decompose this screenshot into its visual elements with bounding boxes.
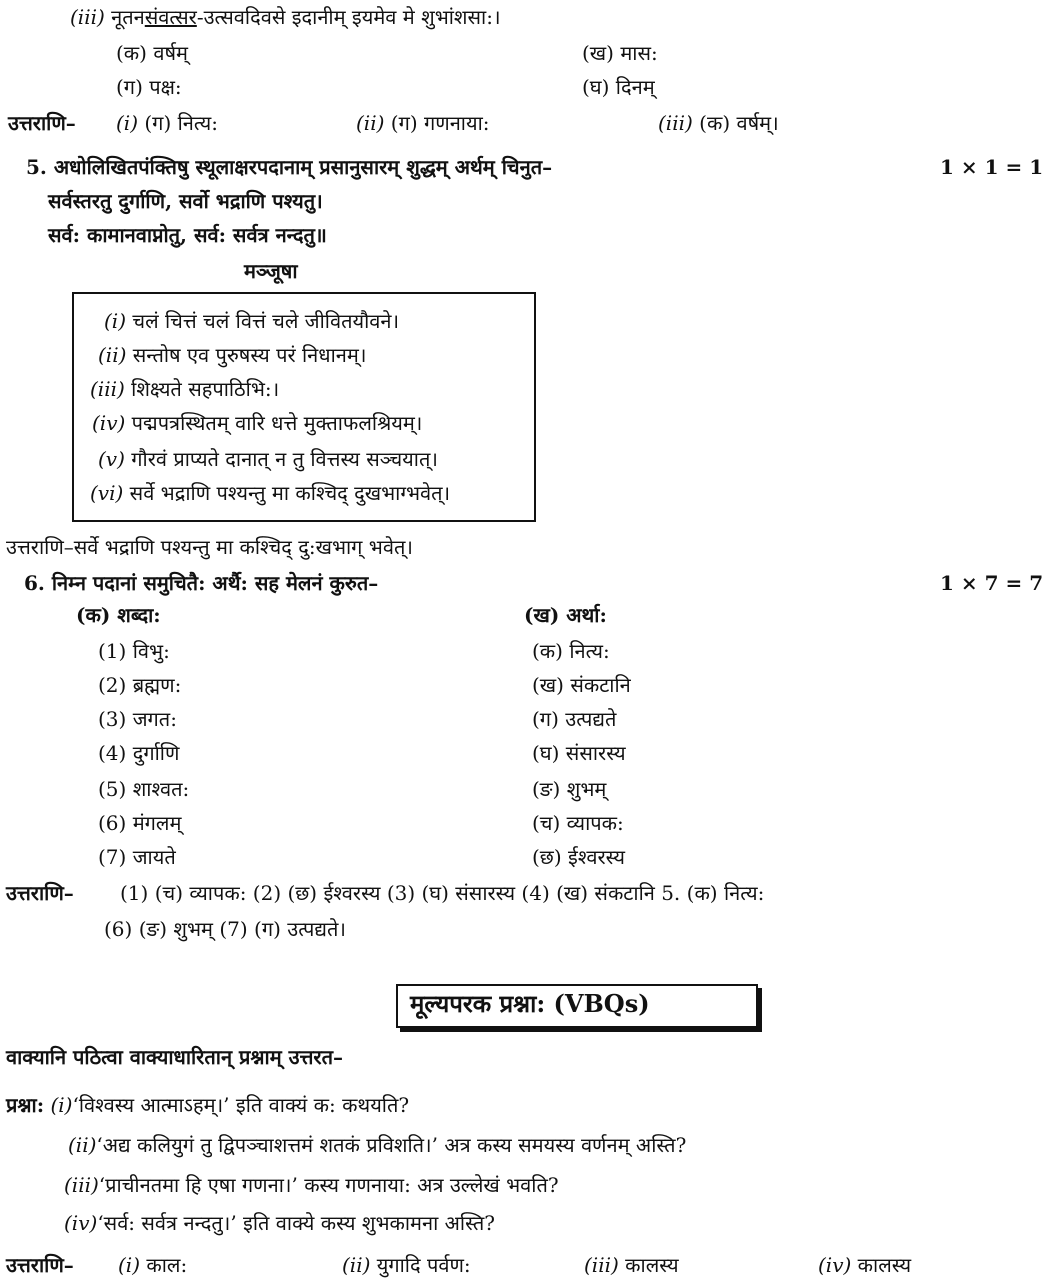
vbq-answer: [342, 1254, 471, 1277]
line-text-post: -उत्सवदिवसे इदानीम् इयमेव मे शुभांशसा:।: [196, 5, 501, 29]
meaning-text: संकटानि: [570, 673, 631, 697]
meaning-key: (ख): [532, 673, 564, 697]
box-item-text: शिक्ष्यते सहपाठिभि:।: [131, 377, 280, 401]
answer-text: कालस्य: [625, 1253, 679, 1277]
word-text: दुर्गाणि: [132, 741, 180, 765]
answer-3: [658, 112, 779, 135]
answer-2: [356, 112, 490, 135]
word-text: ब्रह्मण:: [132, 673, 182, 697]
option-value: मास:: [620, 41, 658, 65]
question-text: ‘विश्वस्य आत्माऽहम्।’ इति वाक्यं क: कथयति?: [72, 1093, 410, 1117]
meaning-key: (च): [532, 811, 561, 835]
answer-text: कालस्य: [857, 1253, 912, 1277]
prev-question-line: [70, 6, 501, 29]
box-item: [92, 412, 422, 435]
q6-marks: 1 × 7 = 7: [940, 571, 1044, 595]
word-number: (5): [98, 777, 127, 801]
answer-number: (iii): [658, 111, 693, 135]
meaning-key: (ग): [532, 707, 559, 731]
vbq-answer: [818, 1254, 911, 1277]
box-item-number: (iv): [92, 411, 126, 435]
box-item-number: (ii): [98, 343, 127, 367]
option-value: पक्ष:: [149, 75, 182, 99]
word-number: (2): [98, 673, 127, 697]
answer-number: (ii): [356, 111, 385, 135]
q5-title: 5. अधोलिखितपंक्तिषु स्थूलाक्षरपदानाम् प्रसानुसारम् शुद्धम् अर्थम् चिनुत–: [26, 155, 553, 179]
question-number: (i): [50, 1093, 73, 1117]
word-number: (3): [98, 707, 127, 731]
word-text: विभु:: [132, 639, 170, 663]
option-value: दिनम्: [615, 75, 655, 99]
word-text: शाश्वत:: [132, 777, 190, 801]
vbq-heading: मूल्यपरक प्रश्ना: (VBQs): [410, 989, 650, 1018]
meaning-text: शुभम्: [566, 777, 607, 801]
question-number: (iii): [64, 1173, 99, 1197]
meaning-row: [532, 778, 606, 801]
box-item-number: (i): [104, 309, 127, 333]
word-number: (7): [98, 845, 127, 869]
word-number: (6): [98, 811, 127, 835]
word-row: [98, 778, 189, 801]
word-text: जगत:: [132, 707, 177, 731]
box-item-number: (iii): [90, 377, 125, 401]
meaning-key: (क): [532, 639, 563, 663]
word-row: [98, 742, 179, 765]
word-row: [98, 640, 170, 663]
q6-answer-line-1: (1) (च) व्यापक: (2) (छ) ईश्वरस्य (3) (घ) संसारस्य (4) (ख) संकटानि 5. (क) नित्य:: [120, 881, 765, 905]
answer-text: (ग) नित्य:: [144, 111, 219, 135]
meaning-text: ईश्वरस्य: [568, 845, 625, 869]
answers-label: उत्तराणि–: [8, 111, 76, 135]
answer-number: (iv): [818, 1253, 852, 1277]
meaning-key: (छ): [532, 845, 562, 869]
vbq-answer: [118, 1254, 187, 1277]
vbq-answer: [584, 1254, 679, 1277]
option-ka: [116, 42, 188, 65]
option-key: (ग): [116, 75, 143, 99]
option-value: वर्षम्: [153, 41, 188, 65]
word-number: (1): [98, 639, 127, 663]
q6-answer-label: उत्तराणि–: [6, 881, 74, 905]
option-key: (ख): [582, 41, 614, 65]
box-item: [90, 482, 450, 505]
vbq-question: [68, 1134, 686, 1157]
word-row: [98, 846, 176, 869]
box-item: [98, 448, 438, 471]
meaning-row: [532, 846, 625, 869]
meaning-key: (ङ): [532, 777, 561, 801]
option-ga: [116, 76, 182, 99]
meaning-row: [532, 640, 610, 663]
box-item: [104, 310, 399, 333]
vbq-instruction: वाक्यानि पठित्वा वाक्याधारितान् प्रश्नाम् उत्तरत–: [6, 1045, 343, 1069]
meaning-text: व्यापक:: [566, 811, 624, 835]
question-number: (iv): [64, 1211, 98, 1235]
meaning-row: [532, 674, 631, 697]
meaning-key: (घ): [532, 741, 560, 765]
meaning-text: उत्पद्यते: [565, 707, 617, 731]
answer-number: (ii): [342, 1253, 371, 1277]
box-item: [98, 344, 366, 367]
questions-label: प्रश्ना:: [6, 1093, 45, 1117]
option-gha: [582, 76, 655, 99]
answer-number: (i): [118, 1253, 141, 1277]
item-number: (iii): [70, 5, 105, 29]
word-row: [98, 708, 177, 731]
question-number: (ii): [68, 1133, 97, 1157]
col-b-heading: (ख) अर्था:: [524, 603, 607, 627]
word-row: [98, 812, 181, 835]
vbq-question: [6, 1094, 409, 1117]
meaning-row: [532, 812, 624, 835]
answer-text: (ग) गणनाया:: [390, 111, 490, 135]
word-text: जायते: [132, 845, 176, 869]
line-text-pre: नूतन: [111, 5, 145, 29]
box-item-text: चलं चित्तं चलं वित्तं चले जीवितयौवने।: [132, 309, 400, 333]
answer-number: (i): [116, 111, 139, 135]
question-text: ‘अद्य कलियुगं तु द्विपञ्चाशत्तमं शतकं प्रविशति।’ अत्र कस्य समयस्य वर्णनम् अस्ति?: [96, 1133, 687, 1157]
option-key: (घ): [582, 75, 610, 99]
meaning-row: [532, 742, 626, 765]
box-item-text: सर्वे भद्राणि पश्यन्तु मा कश्चिद् दुखभाग्भवेत्।: [129, 481, 451, 505]
vbq-answer-label: उत्तराणि–: [6, 1253, 74, 1277]
answer-1: [116, 112, 218, 135]
answer-text: काल:: [146, 1253, 188, 1277]
option-key: (क): [116, 41, 147, 65]
box-item-number: (v): [98, 447, 125, 471]
answer-text: (क) वर्षम्।: [699, 111, 779, 135]
box-heading: मञ्जूषा: [244, 259, 298, 283]
answer-text: युगादि पर्वण:: [376, 1253, 471, 1277]
meaning-text: संसारस्य: [565, 741, 626, 765]
q5-verse-1: सर्वस्तरतु दुर्गाणि, सर्वो भद्राणि पश्यतु।: [48, 189, 323, 213]
word-number: (4): [98, 741, 127, 765]
box-item: [90, 378, 279, 401]
q6-title: 6. निम्न पदानां समुचितै: अर्थै: सह मेलनं कुरुत–: [24, 571, 379, 595]
col-a-heading: (क) शब्दा:: [76, 603, 161, 627]
q6-answer-line-2: (6) (ङ) शुभम् (7) (ग) उत्पद्यते।: [104, 917, 346, 941]
box-item-text: पद्मपत्रस्थितम् वारि धत्ते मुक्ताफलश्रियम्।: [131, 411, 423, 435]
box-item-text: सन्तोष एव पुरुषस्य परं निधानम्।: [132, 343, 367, 367]
box-item-text: गौरवं प्राप्यते दानात् न तु वित्तस्य सञ्चयात्।: [131, 447, 438, 471]
line-text-underlined: संवत्सर: [144, 5, 197, 29]
q5-answer: उत्तराणि–सर्वे भद्राणि पश्यन्तु मा कश्चिद् दु:खभाग् भवेत्।: [6, 535, 413, 559]
vbq-question: [64, 1174, 559, 1197]
meaning-text: नित्य:: [569, 639, 610, 663]
word-text: मंगलम्: [132, 811, 182, 835]
box-item-number: (vi): [90, 481, 124, 505]
word-row: [98, 674, 181, 697]
meaning-row: [532, 708, 616, 731]
question-text: ‘प्राचीनतमा हि एषा गणना।’ कस्य गणनाया: अत्र उल्लेखं भवति?: [98, 1173, 559, 1197]
vbq-question: [64, 1212, 495, 1235]
question-text: ‘सर्व: सर्वत्र नन्दतु।’ इति वाक्ये कस्य शुभकामना अस्ति?: [97, 1211, 496, 1235]
q5-marks: 1 × 1 = 1: [940, 155, 1044, 179]
q5-verse-2: सर्व: कामानवाप्नोतु, सर्व: सर्वत्र नन्दतु॥: [48, 223, 327, 247]
option-kha: [582, 42, 658, 65]
answer-number: (iii): [584, 1253, 619, 1277]
